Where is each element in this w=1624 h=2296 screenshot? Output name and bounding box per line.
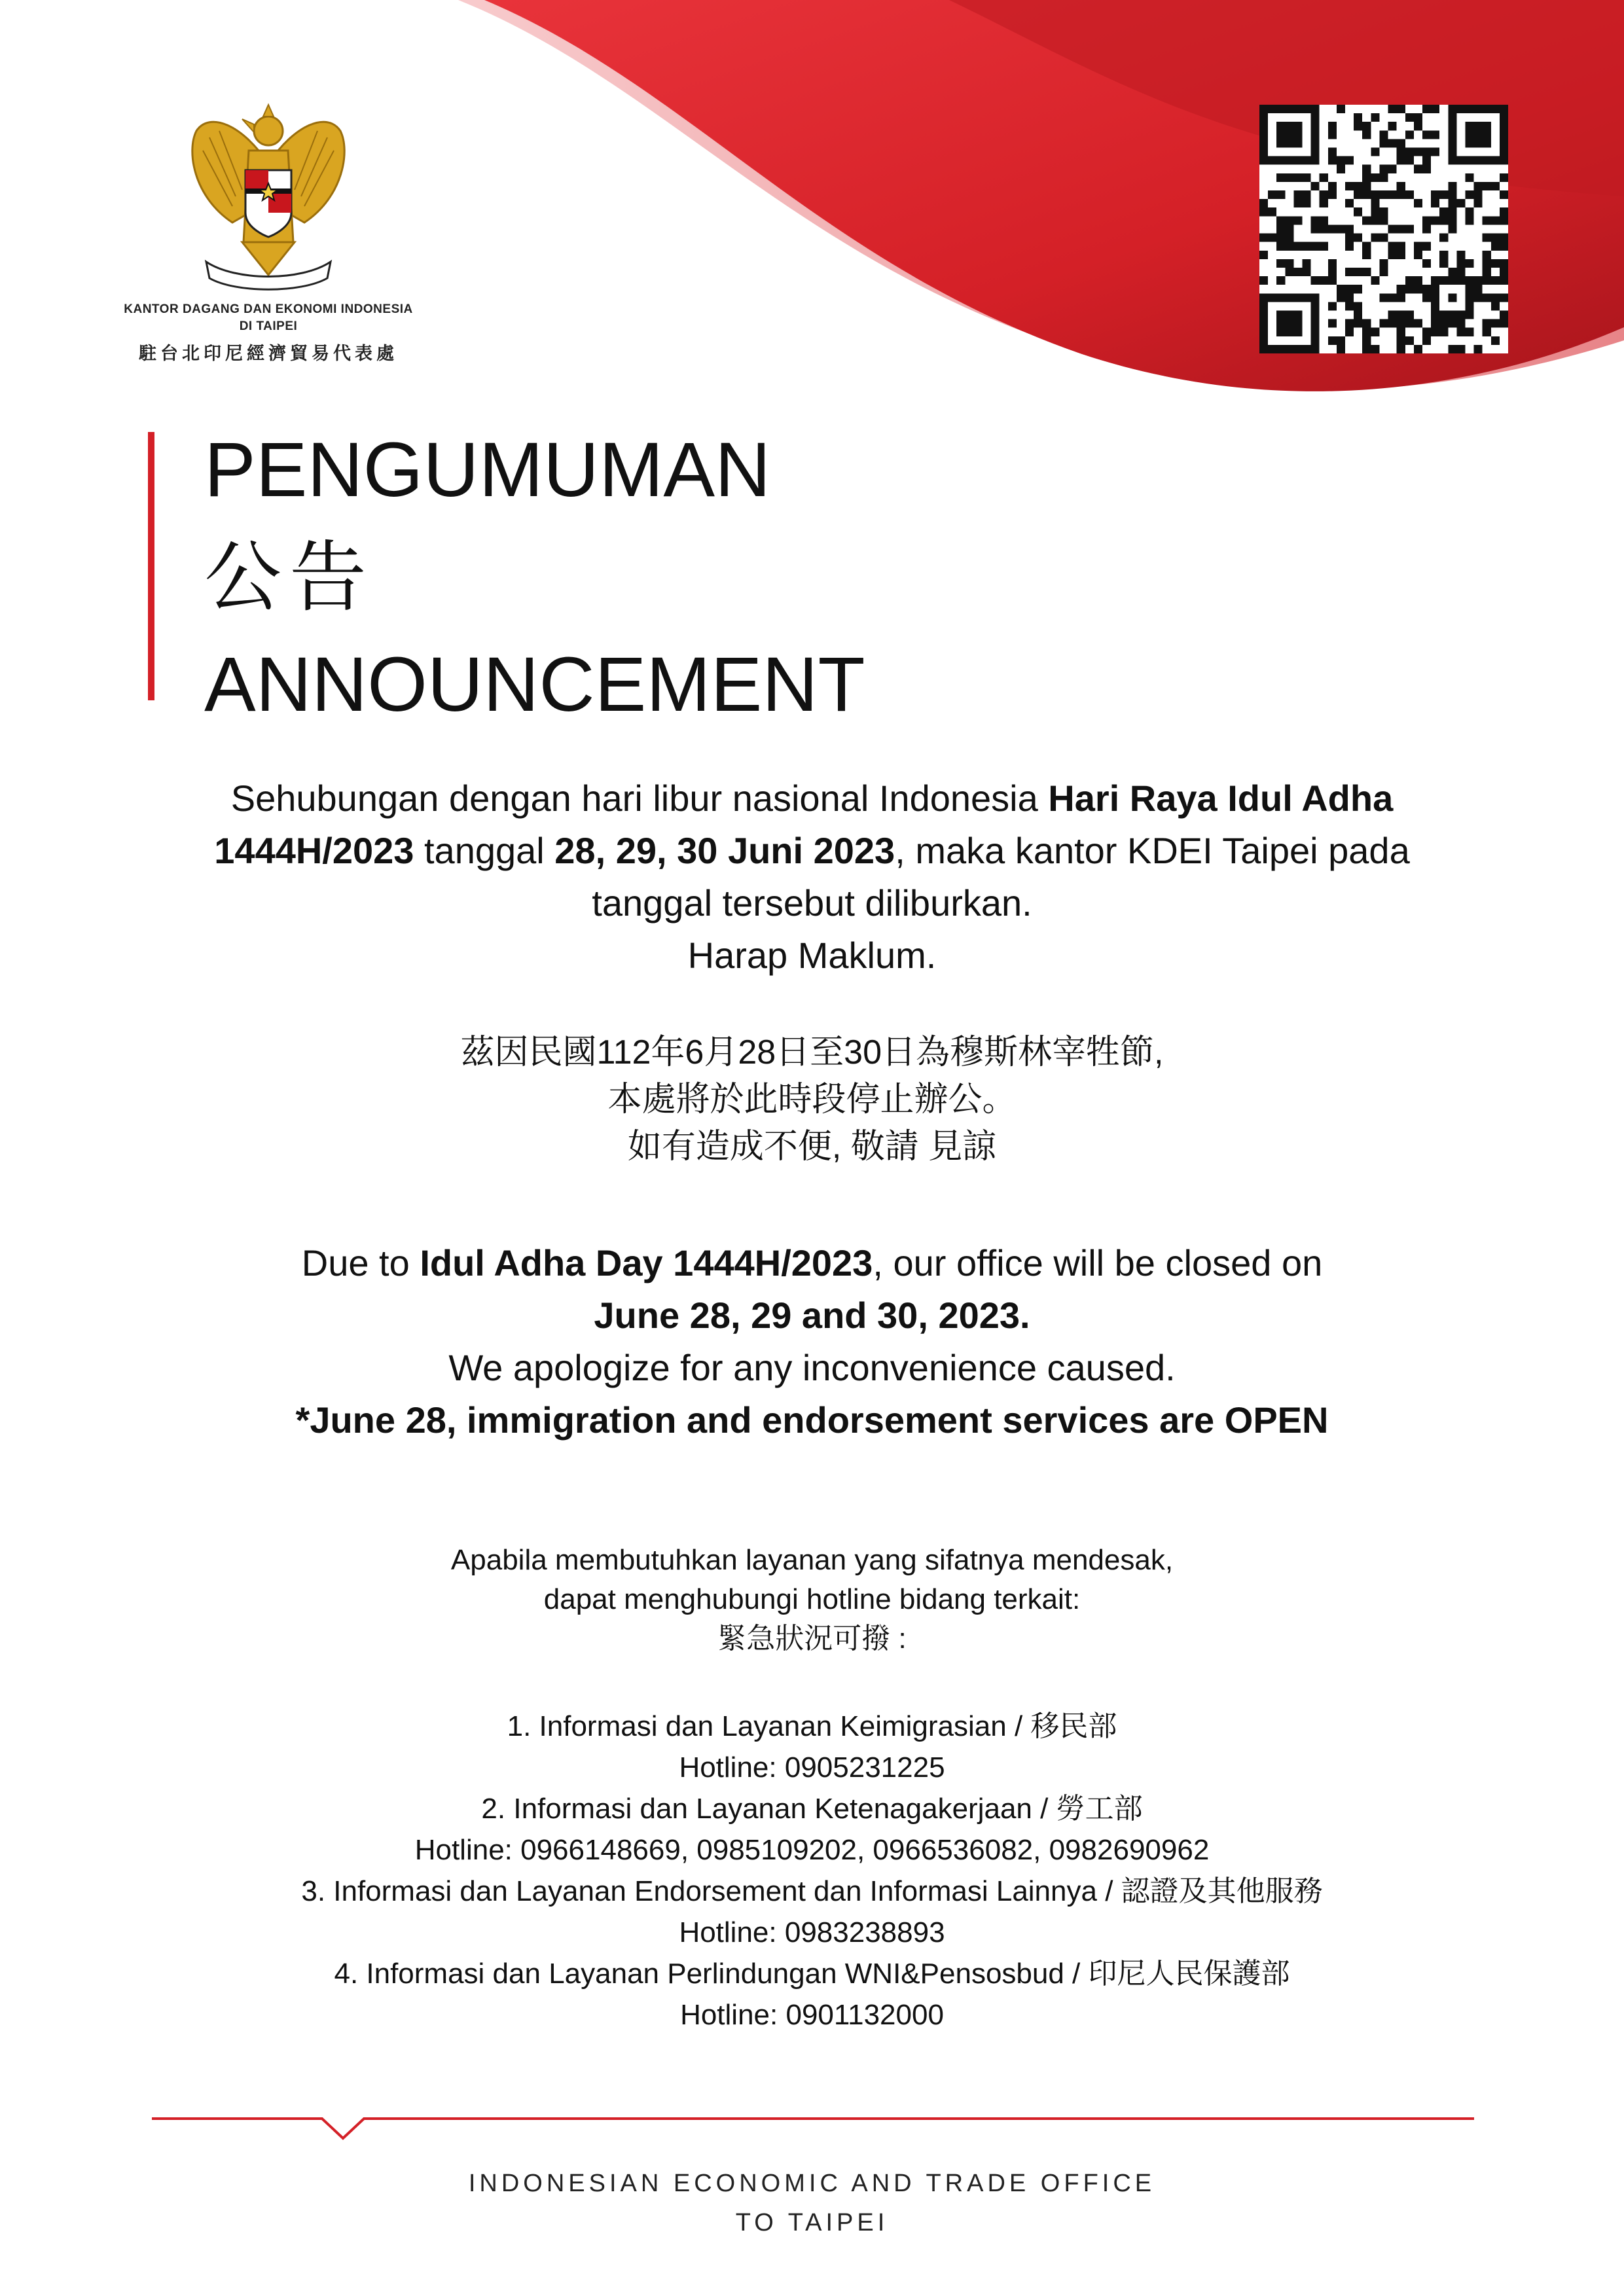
footer-divider bbox=[152, 2115, 1474, 2142]
title-chinese: 公告 bbox=[204, 532, 375, 622]
qr-code-icon[interactable] bbox=[1259, 105, 1508, 353]
hijri-year: 1444H/2023 bbox=[214, 830, 414, 871]
service-label: 2. Informasi dan Layanan Ketenagakerjaan / 勞工部 bbox=[481, 1793, 1143, 1825]
holiday-name: Hari Raya Idul Adha bbox=[1048, 778, 1394, 819]
org-name-line2: DI TAIPEI bbox=[239, 319, 298, 333]
service-label: 4. Informasi dan Layanan Perlindungan WNI&Pensosbud / 印尼人民保護部 bbox=[334, 1958, 1290, 1990]
english-notice bbox=[79, 1237, 1545, 1446]
closure-dates: 28, 29, 30 Juni 2023 bbox=[554, 830, 895, 871]
text: 茲因民國112年6月28日至30日為穆斯林宰牲節, bbox=[460, 1033, 1164, 1071]
text: tanggal tersebut diliburkan. bbox=[592, 882, 1032, 924]
text: 如有造成不便, 敬請 見諒 bbox=[627, 1128, 997, 1166]
text: 本處將於此時段停止辦公。 bbox=[607, 1081, 1017, 1119]
footer-office-name bbox=[0, 2164, 1624, 2242]
holiday-name: Idul Adha Day 1444H/2023 bbox=[420, 1242, 873, 1283]
text: dapat menghubungi hotline bidang terkait: bbox=[543, 1583, 1081, 1615]
text: tanggal bbox=[414, 830, 555, 871]
service-label: 3. Informasi dan Layanan Endorsement dan Informasi Lainnya / 認證及其他服務 bbox=[301, 1875, 1323, 1907]
text: Apabila membutuhkan layanan yang sifatnya mendesak, bbox=[450, 1544, 1174, 1576]
open-services-note: *June 28, immigration and endorsement services are OPEN bbox=[295, 1399, 1329, 1441]
text: Sehubungan dengan hari libur nasional Indonesia bbox=[230, 778, 1049, 819]
chinese-notice bbox=[79, 1029, 1545, 1170]
title-indonesian: PENGUMUMAN bbox=[204, 427, 771, 513]
footer-line2: TO TAIPEI bbox=[735, 2209, 889, 2236]
text: , maka kantor KDEI Taipei pada bbox=[895, 830, 1410, 871]
service-hotline[interactable]: Hotline: 0983238893 bbox=[679, 1916, 945, 1948]
service-hotline[interactable]: Hotline: 0966148669, 0985109202, 0966536082, 0982690962 bbox=[414, 1834, 1210, 1866]
hotline-list bbox=[79, 1706, 1545, 2036]
text: , our office will be closed on bbox=[873, 1242, 1323, 1283]
office-logo bbox=[98, 85, 439, 365]
org-name-chinese: 駐台北印尼經濟貿易代表處 bbox=[139, 344, 398, 363]
footer-line1: INDONESIAN ECONOMIC AND TRADE OFFICE bbox=[468, 2170, 1156, 2197]
service-hotline[interactable]: Hotline: 0901132000 bbox=[680, 1999, 944, 2031]
text: We apologize for any inconvenience caused. bbox=[448, 1347, 1176, 1388]
text: Due to bbox=[301, 1242, 420, 1283]
title-accent-bar bbox=[148, 432, 154, 700]
closure-dates: June 28, 29 and 30, 2023. bbox=[594, 1295, 1030, 1336]
hotline-intro bbox=[79, 1541, 1545, 1659]
text: Harap Maklum. bbox=[687, 935, 937, 976]
org-name-line1: KANTOR DAGANG DAN EKONOMI INDONESIA bbox=[124, 302, 413, 316]
garuda-emblem-icon bbox=[170, 85, 367, 301]
title-english: ANNOUNCEMENT bbox=[204, 641, 865, 728]
indonesian-notice bbox=[79, 772, 1545, 982]
announcement-title bbox=[204, 416, 865, 738]
text: 緊急狀況可撥 : bbox=[717, 1623, 907, 1655]
service-label: 1. Informasi dan Layanan Keimigrasian / 移民部 bbox=[507, 1710, 1117, 1742]
service-hotline[interactable]: Hotline: 0905231225 bbox=[679, 1751, 945, 1784]
